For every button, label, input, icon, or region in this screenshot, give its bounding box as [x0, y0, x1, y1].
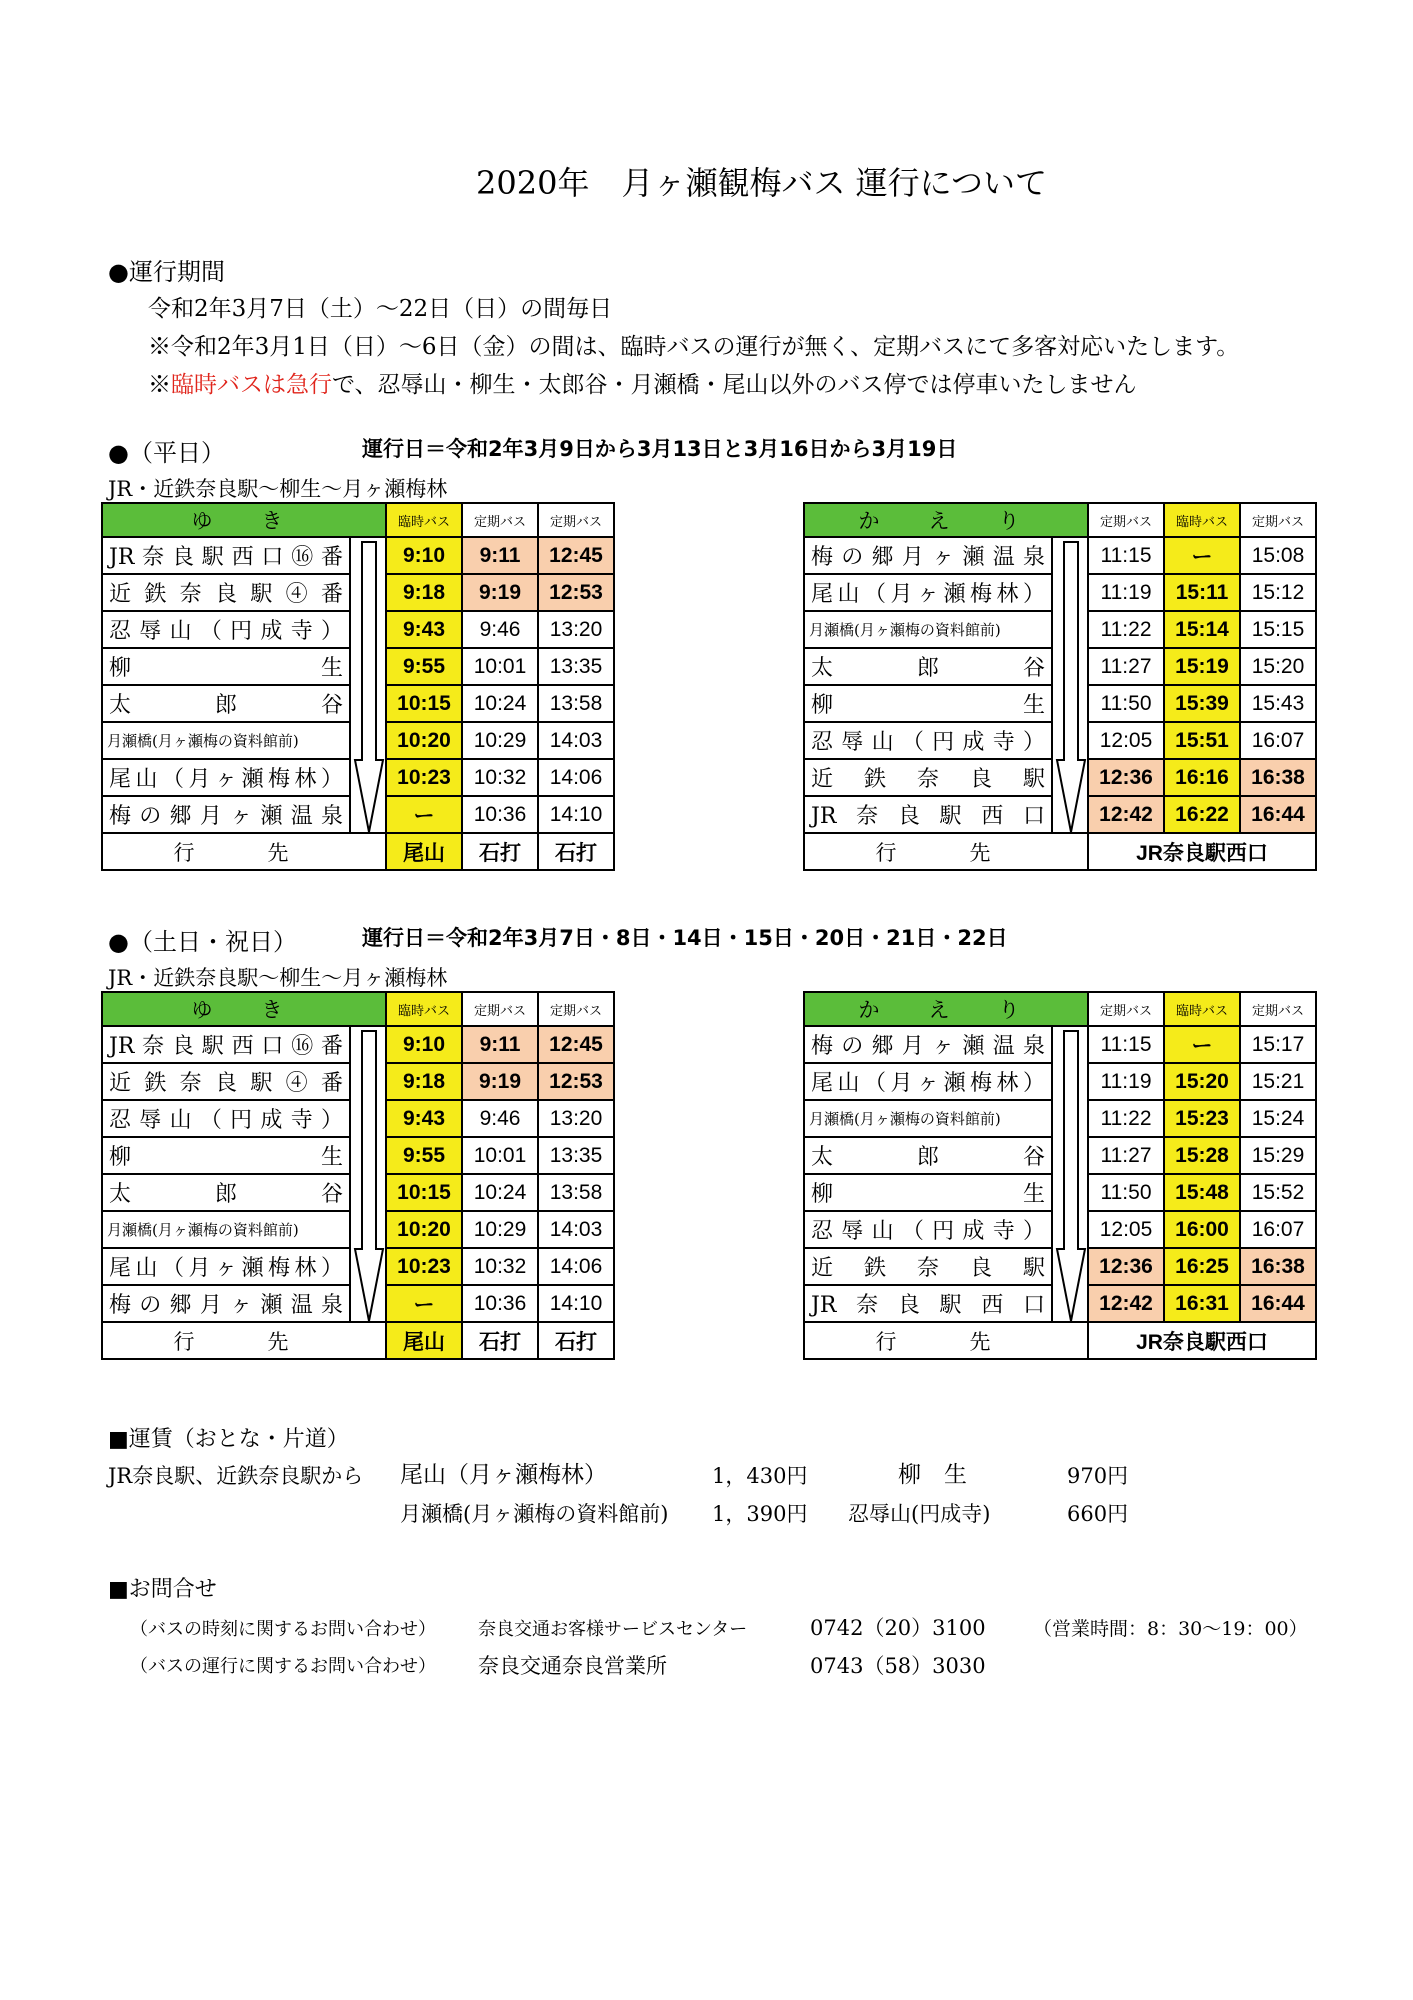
contact-name-1: 奈良交通お客様サービスセンター [478, 1619, 748, 1640]
contact-topic-1: （バスの時刻に関するお問い合わせ） [130, 1619, 436, 1640]
column-header-bus-type: 定期バス [1088, 503, 1164, 537]
departure-time: 9:43 [386, 1100, 462, 1137]
departure-time: 10:15 [386, 685, 462, 722]
departure-time: 15:24 [1240, 1100, 1316, 1137]
departure-time: 14:03 [538, 1211, 614, 1248]
table-head-direction: ゆ き [102, 992, 386, 1026]
departure-time: 9:10 [386, 537, 462, 574]
stop-name: 尾山（月ヶ瀬梅林） [102, 1248, 350, 1285]
departure-time: 10:01 [462, 648, 538, 685]
departure-time: 11:27 [1088, 1137, 1164, 1174]
departure-time: 11:15 [1088, 1026, 1164, 1063]
stop-name: 忍辱山（円成寺） [102, 611, 350, 648]
departure-time: 14:06 [538, 1248, 614, 1285]
departure-time: 15:17 [1240, 1026, 1316, 1063]
departure-time: 9:46 [462, 611, 538, 648]
contact-heading: ■お問合せ [108, 1577, 217, 1602]
departure-time: 12:45 [538, 1026, 614, 1063]
stop-name: 月瀬橋(月ヶ瀬梅の資料館前) [804, 1100, 1052, 1137]
departure-time: 12:42 [1088, 796, 1164, 833]
departure-time: 15:19 [1164, 648, 1240, 685]
departure-time: 10:36 [462, 1285, 538, 1322]
stop-name: 柳生 [102, 1137, 350, 1174]
departure-time: 13:35 [538, 648, 614, 685]
stop-name: 太郎谷 [102, 1174, 350, 1211]
departure-time: 9:19 [462, 1063, 538, 1100]
fare-origin: JR奈良駅、近鉄奈良駅から [108, 1464, 364, 1488]
period-line-1: 令和2年3月7日（土）～22日（日）の間毎日 [148, 296, 613, 322]
direction-arrow-icon [350, 1026, 386, 1322]
fare-dest-oyama: 尾山（月ヶ瀬梅林） [400, 1462, 607, 1488]
departure-time: 15:29 [1240, 1137, 1316, 1174]
column-header-bus-type: 臨時バス [386, 992, 462, 1026]
stop-name: 尾山（月ヶ瀬梅林） [804, 574, 1052, 611]
departure-time: ー [386, 1285, 462, 1322]
departure-time: 15:14 [1164, 611, 1240, 648]
column-header-bus-type: 定期バス [538, 992, 614, 1026]
departure-time: 16:22 [1164, 796, 1240, 833]
departure-time: 15:20 [1164, 1063, 1240, 1100]
departure-time: 11:22 [1088, 611, 1164, 648]
stop-name: 梅の郷月ヶ瀬温泉 [804, 537, 1052, 574]
departure-time: 15:51 [1164, 722, 1240, 759]
column-header-bus-type: 定期バス [1088, 992, 1164, 1026]
destination-value: 尾山 [386, 833, 462, 870]
departure-time: 10:01 [462, 1137, 538, 1174]
destination-label: 行 先 [804, 1322, 1088, 1359]
departure-time: 12:53 [538, 1063, 614, 1100]
destination-value: 石打 [462, 833, 538, 870]
departure-time: 9:43 [386, 611, 462, 648]
departure-time: 11:50 [1088, 1174, 1164, 1211]
departure-time: 10:36 [462, 796, 538, 833]
departure-time: 10:32 [462, 1248, 538, 1285]
stop-name: JR奈良駅西口 [804, 1285, 1052, 1322]
departure-time: 11:22 [1088, 1100, 1164, 1137]
stop-name: 梅の郷月ヶ瀬温泉 [102, 796, 350, 833]
departure-time: 15:20 [1240, 648, 1316, 685]
stop-name: 忍辱山（円成寺） [804, 1211, 1052, 1248]
departure-time: 16:44 [1240, 796, 1316, 833]
departure-time: 13:20 [538, 611, 614, 648]
departure-time: 15:43 [1240, 685, 1316, 722]
destination-value: 尾山 [386, 1322, 462, 1359]
departure-time: 12:42 [1088, 1285, 1164, 1322]
departure-time: 12:05 [1088, 722, 1164, 759]
fare-heading: ■運賃（おとな・片道） [108, 1427, 349, 1452]
stop-name: 柳生 [804, 685, 1052, 722]
departure-time: 11:27 [1088, 648, 1164, 685]
departure-time: 13:20 [538, 1100, 614, 1137]
departure-time: 15:28 [1164, 1137, 1240, 1174]
departure-time: 11:19 [1088, 574, 1164, 611]
departure-time: 10:23 [386, 759, 462, 796]
fare-dest-tsukisebashi: 月瀬橋(月ヶ瀬梅の資料館前) [400, 1502, 669, 1526]
departure-time: 10:29 [462, 1211, 538, 1248]
destination-value: 石打 [538, 833, 614, 870]
direction-arrow-icon [1052, 1026, 1088, 1322]
table-row [804, 1026, 1316, 1063]
period-line-3-prefix: ※ [148, 372, 171, 398]
departure-time: 15:21 [1240, 1063, 1316, 1100]
departure-time: 10:15 [386, 1174, 462, 1211]
page-title: 2020年 月ヶ瀬観梅バス 運行について [476, 164, 1047, 202]
departure-time: 10:29 [462, 722, 538, 759]
destination-label: 行 先 [102, 833, 386, 870]
stop-name: 近鉄奈良駅④番 [102, 574, 350, 611]
departure-time: 9:18 [386, 574, 462, 611]
table-row [102, 537, 614, 574]
weekday-outbound-table [101, 502, 615, 871]
stop-name: 近鉄奈良駅 [804, 1248, 1052, 1285]
column-header-bus-type: 臨時バス [1164, 992, 1240, 1026]
stop-name: 尾山（月ヶ瀬梅林） [102, 759, 350, 796]
departure-time: 9:11 [462, 1026, 538, 1063]
departure-time: 14:03 [538, 722, 614, 759]
period-heading: ●運行期間 [108, 258, 225, 286]
stop-name: JR奈良駅西口⑯番 [102, 537, 350, 574]
departure-time: 10:32 [462, 759, 538, 796]
departure-time: 15:12 [1240, 574, 1316, 611]
departure-time: 12:53 [538, 574, 614, 611]
fare-dest-yagyu: 柳 生 [898, 1462, 967, 1488]
holiday-return-table [803, 991, 1317, 1360]
stop-name: 忍辱山（円成寺） [804, 722, 1052, 759]
contact-topic-2: （バスの運行に関するお問い合わせ） [130, 1656, 436, 1677]
weekday-dates: 運行日＝令和2年3月9日から3月13日と3月16日から3月19日 [362, 437, 958, 461]
express-note: 臨時バスは急行 [171, 372, 332, 398]
departure-time: 11:50 [1088, 685, 1164, 722]
destination-value: JR奈良駅西口 [1088, 833, 1316, 870]
departure-time: 12:45 [538, 537, 614, 574]
table-row [804, 537, 1316, 574]
departure-time: ー [1164, 1026, 1240, 1063]
period-line-2: ※令和2年3月1日（日）～6日（金）の間は、臨時バスの運行が無く、定期バスにて多客対応いたします。 [148, 334, 1240, 360]
stop-name: 月瀬橋(月ヶ瀬梅の資料館前) [102, 1211, 350, 1248]
stop-name: 忍辱山（円成寺） [102, 1100, 350, 1137]
destination-value: 石打 [462, 1322, 538, 1359]
fare-price-tsukisebashi: 1，390円 [712, 1502, 808, 1526]
departure-time: 10:24 [462, 1174, 538, 1211]
departure-time: 9:10 [386, 1026, 462, 1063]
weekday-return-table [803, 502, 1317, 871]
holiday-dates: 運行日＝令和2年3月7日・8日・14日・15日・20日・21日・22日 [362, 926, 1008, 950]
departure-time: 14:06 [538, 759, 614, 796]
departure-time: 10:23 [386, 1248, 462, 1285]
fare-price-oyama: 1，430円 [712, 1464, 808, 1488]
table-head-direction: か え り [804, 992, 1088, 1026]
stop-name: 柳生 [102, 648, 350, 685]
departure-time: 16:38 [1240, 1248, 1316, 1285]
destination-value: JR奈良駅西口 [1088, 1322, 1316, 1359]
stop-name: 太郎谷 [102, 685, 350, 722]
stop-name: JR奈良駅西口⑯番 [102, 1026, 350, 1063]
stop-name: 近鉄奈良駅④番 [102, 1063, 350, 1100]
departure-time: 16:44 [1240, 1285, 1316, 1322]
destination-value: 石打 [538, 1322, 614, 1359]
column-header-bus-type: 定期バス [1240, 503, 1316, 537]
fare-price-nin-nikusen: 660円 [1067, 1502, 1129, 1526]
contact-tel-1[interactable]: 0742（20）3100 [810, 1616, 986, 1640]
holiday-route: JR・近鉄奈良駅～柳生～月ヶ瀬梅林 [108, 966, 448, 990]
holiday-outbound-table [101, 991, 615, 1360]
period-line-3-rest: で、忍辱山・柳生・太郎谷・月瀬橋・尾山以外のバス停では停車いたしません [332, 372, 1137, 398]
departure-time: 12:36 [1088, 1248, 1164, 1285]
column-header-bus-type: 臨時バス [386, 503, 462, 537]
departure-time: 9:55 [386, 1137, 462, 1174]
departure-time: 13:35 [538, 1137, 614, 1174]
contact-hours: （営業時間：8：30～19：00） [1033, 1618, 1308, 1640]
departure-time: 9:11 [462, 537, 538, 574]
departure-time: ー [1164, 537, 1240, 574]
departure-time: 15:15 [1240, 611, 1316, 648]
departure-time: 11:19 [1088, 1063, 1164, 1100]
column-header-bus-type: 定期バス [462, 503, 538, 537]
departure-time: 16:25 [1164, 1248, 1240, 1285]
table-head-direction: ゆ き [102, 503, 386, 537]
departure-time: 9:18 [386, 1063, 462, 1100]
departure-time: 16:07 [1240, 722, 1316, 759]
stop-name: 月瀬橋(月ヶ瀬梅の資料館前) [804, 611, 1052, 648]
departure-time: 10:24 [462, 685, 538, 722]
fare-dest-nin-nikusen: 忍辱山(円成寺) [848, 1502, 991, 1526]
stop-name: 梅の郷月ヶ瀬温泉 [804, 1026, 1052, 1063]
departure-time: 10:20 [386, 722, 462, 759]
contact-tel-2[interactable]: 0743（58）3030 [810, 1654, 986, 1678]
departure-time: 15:11 [1164, 574, 1240, 611]
stop-name: JR奈良駅西口 [804, 796, 1052, 833]
period-line-3 [148, 366, 1137, 399]
destination-label: 行 先 [102, 1322, 386, 1359]
table-head-direction: か え り [804, 503, 1088, 537]
departure-time: 13:58 [538, 685, 614, 722]
column-header-bus-type: 定期バス [538, 503, 614, 537]
stop-name: 月瀬橋(月ヶ瀬梅の資料館前) [102, 722, 350, 759]
stop-name: 太郎谷 [804, 648, 1052, 685]
departure-time: 15:52 [1240, 1174, 1316, 1211]
holiday-label: ●（土日・祝日） [108, 928, 297, 956]
table-row [102, 1026, 614, 1063]
departure-time: 15:08 [1240, 537, 1316, 574]
departure-time: 13:58 [538, 1174, 614, 1211]
column-header-bus-type: 定期バス [462, 992, 538, 1026]
departure-time: 12:36 [1088, 759, 1164, 796]
column-header-bus-type: 臨時バス [1164, 503, 1240, 537]
stop-name: 梅の郷月ヶ瀬温泉 [102, 1285, 350, 1322]
weekday-route: JR・近鉄奈良駅～柳生～月ヶ瀬梅林 [108, 477, 448, 501]
departure-time: ー [386, 796, 462, 833]
direction-arrow-icon [1052, 537, 1088, 833]
fare-price-yagyu: 970円 [1067, 1464, 1129, 1488]
stop-name: 近鉄奈良駅 [804, 759, 1052, 796]
weekday-label: ●（平日） [108, 439, 225, 467]
departure-time: 15:48 [1164, 1174, 1240, 1211]
departure-time: 15:39 [1164, 685, 1240, 722]
departure-time: 16:38 [1240, 759, 1316, 796]
departure-time: 9:55 [386, 648, 462, 685]
departure-time: 16:31 [1164, 1285, 1240, 1322]
destination-label: 行 先 [804, 833, 1088, 870]
departure-time: 16:07 [1240, 1211, 1316, 1248]
departure-time: 16:16 [1164, 759, 1240, 796]
departure-time: 14:10 [538, 1285, 614, 1322]
direction-arrow-icon [350, 537, 386, 833]
departure-time: 11:15 [1088, 537, 1164, 574]
departure-time: 9:46 [462, 1100, 538, 1137]
contact-name-2: 奈良交通奈良営業所 [478, 1654, 667, 1678]
departure-time: 12:05 [1088, 1211, 1164, 1248]
departure-time: 9:19 [462, 574, 538, 611]
column-header-bus-type: 定期バス [1240, 992, 1316, 1026]
stop-name: 太郎谷 [804, 1137, 1052, 1174]
departure-time: 14:10 [538, 796, 614, 833]
departure-time: 10:20 [386, 1211, 462, 1248]
stop-name: 尾山（月ヶ瀬梅林） [804, 1063, 1052, 1100]
departure-time: 16:00 [1164, 1211, 1240, 1248]
stop-name: 柳生 [804, 1174, 1052, 1211]
departure-time: 15:23 [1164, 1100, 1240, 1137]
